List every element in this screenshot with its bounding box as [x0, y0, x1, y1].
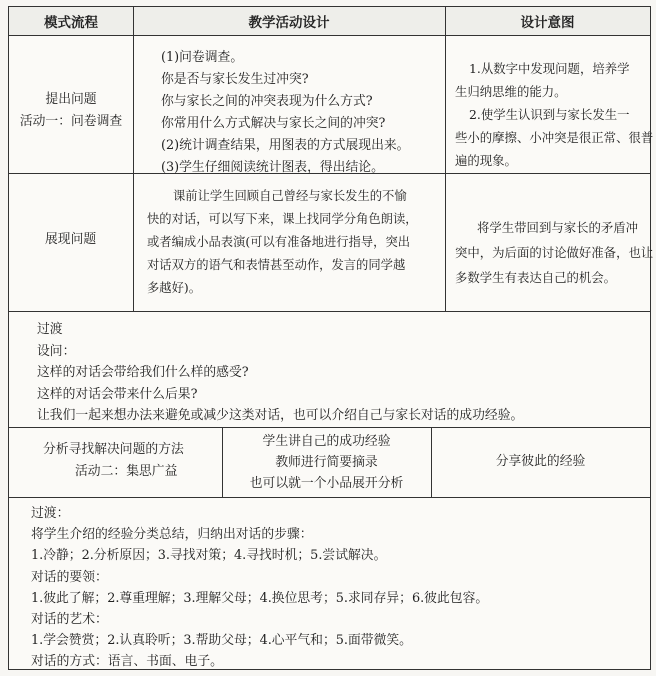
flow-title: 分析寻找解决问题的方法	[43, 442, 184, 457]
activity-line: 多越好)。	[147, 281, 201, 295]
row3-activity	[222, 431, 431, 494]
row3-intent: 分享彼此的经验	[495, 454, 586, 469]
activity-line: 你与家长之间的冲突表现为什么方式?	[161, 94, 373, 109]
divider	[9, 427, 650, 428]
activity-line: (1)问卷调查。	[161, 50, 244, 65]
transition-2	[31, 503, 647, 673]
transition-line: 1.冷静；2.分析原因；3.寻找对策；4.寻找时机；5.尝试解决。	[31, 548, 387, 564]
divider	[9, 497, 650, 498]
activity-line: 教师进行简要摘录	[275, 455, 378, 470]
activity-line: 课前让学生回顾自己曾经与家长发生的不愉	[173, 189, 407, 203]
row2-intent	[455, 215, 654, 290]
divider	[445, 7, 446, 311]
header-intent: 设计意图	[445, 7, 650, 36]
transition-line: 对话的艺术：	[31, 612, 108, 628]
intent-line: 1.从数字中发现问题，培养学	[469, 61, 630, 76]
transition-line: 过渡：	[31, 506, 70, 521]
intent-line: 遍的现象。	[455, 153, 517, 168]
activity-line: (2)统计调查结果，用图表的方式展现出来。	[161, 138, 410, 153]
divider	[133, 7, 134, 311]
row1-flow	[9, 89, 133, 133]
intent-line: 将学生带回到与家长的矛盾冲	[477, 220, 639, 235]
lesson-plan-table	[8, 6, 654, 670]
intent-line: 2.使学生认识到与家长发生一	[469, 107, 630, 122]
transition-line: 过渡	[37, 322, 63, 337]
transition-line: 1.彼此了解；2.尊重理解；3.理解父母；4.换位思考；5.求同存异；6.彼此包容。	[31, 590, 489, 606]
transition-line: 将学生介绍的经验分类总结，归纳出对话的步骤：	[31, 527, 313, 543]
transition-line: 这样的对话会带来什么后果?	[37, 386, 198, 402]
transition-line: 设问：	[37, 343, 76, 359]
transition-line: 这样的对话会带给我们什么样的感受?	[37, 365, 249, 380]
activity-line: 你常用什么方式解决与家长之间的冲突?	[161, 116, 386, 131]
transition-line: 对话的要领：	[31, 569, 108, 585]
divider	[9, 311, 650, 312]
intent-line: 多数学生有表达自己的机会。	[455, 270, 617, 285]
row2-flow: 展现问题	[45, 232, 97, 247]
row2-activity	[147, 185, 441, 300]
activity-line: 学生讲自己的成功经验	[262, 434, 391, 449]
transition-line: 让我们一起来想办法来避免或减少这类对话，也可以介绍自己与家长对话的成功经验。	[37, 408, 524, 423]
header-activity: 教学活动设计	[133, 7, 445, 36]
header-flow: 模式流程	[9, 7, 133, 36]
flow-title: 提出问题	[45, 92, 97, 107]
activity-line: 你是否与家长发生过冲突?	[161, 72, 309, 87]
activity-line: (3)学生仔细阅读统计图表，得出结论。	[161, 160, 384, 175]
activity-line: 对话双方的语气和表情甚至动作，发言的同学越	[147, 258, 406, 272]
row1-intent	[455, 57, 654, 172]
intent-line: 生归纳思维的能力。	[455, 84, 567, 99]
row3-flow	[43, 439, 223, 483]
transition-line: 对话的方式：语言、书面、电子。	[31, 654, 223, 670]
activity-line: 或者编成小品表演(可以有准备地进行指导，突出	[147, 235, 411, 249]
transition-1	[37, 319, 647, 427]
activity-line: 也可以就一个小品展开分析	[249, 476, 404, 491]
activity-line: 快的对话，可以写下来，课上找同学分角色朗读，	[147, 212, 418, 226]
flow-activity: 活动二：集思广益	[75, 464, 178, 479]
transition-line: 1.学会赞赏；2.认真聆听；3.帮助父母；4.心平气和；5.面带微笑。	[31, 633, 412, 649]
intent-line: 些小的摩擦、小冲突是很正常、很普	[455, 130, 654, 145]
row1-activity	[161, 47, 443, 179]
intent-line: 突中，为后面的讨论做好准备，也让	[455, 245, 654, 260]
flow-activity: 活动一：问卷调查	[19, 114, 123, 129]
